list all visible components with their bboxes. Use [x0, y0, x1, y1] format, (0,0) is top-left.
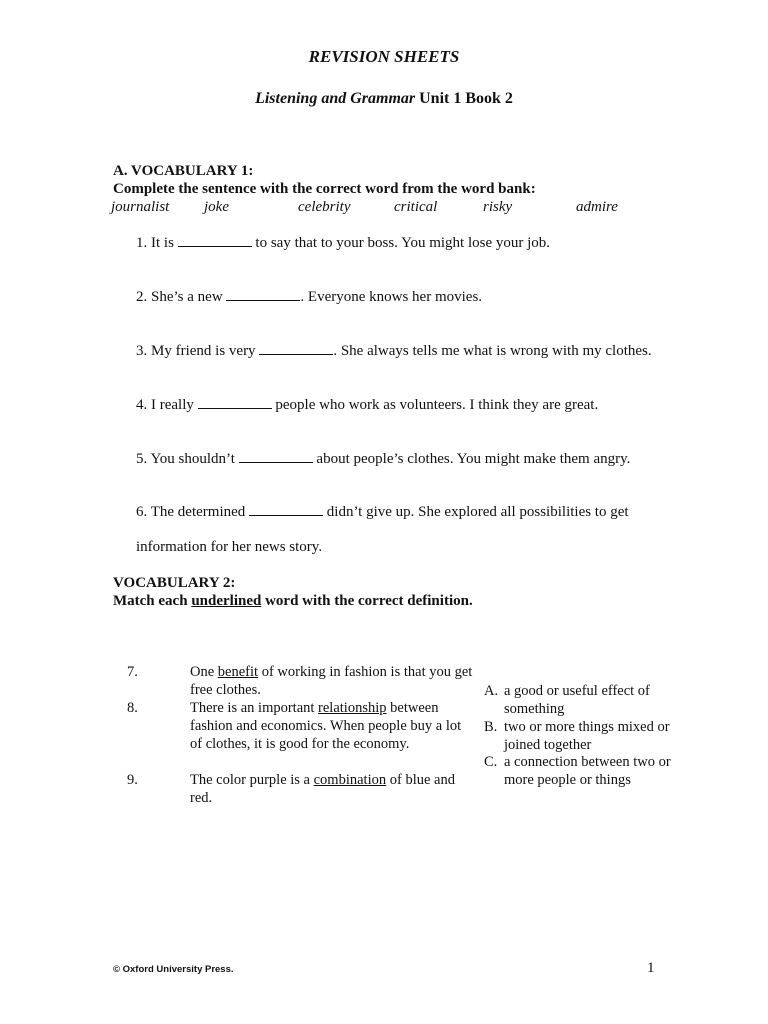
question-4: [136, 396, 598, 414]
page-number: 1: [647, 960, 655, 976]
word-bank-item: celebrity: [298, 199, 351, 215]
answer-blank[interactable]: [226, 288, 300, 301]
page-subtitle: [0, 90, 768, 108]
word-bank-item: journalist: [111, 199, 170, 215]
match-statement-9: [190, 771, 475, 807]
instruction-text: Match each: [113, 593, 192, 609]
vocab2-heading: VOCABULARY 2:: [113, 575, 236, 591]
question-text: 5. You shouldn’t: [136, 451, 239, 467]
copyright: © Oxford University Press.: [113, 964, 234, 975]
question-text: 3. My friend is very: [136, 343, 260, 359]
match-statement-8: [190, 699, 475, 753]
question-text: 2. She’s a new: [136, 289, 227, 305]
word-bank-item: risky: [483, 199, 513, 215]
statement-text: between fashion and economics. When people buy a lot of clothes, it is good for the economy.: [190, 700, 462, 752]
question-6: [136, 503, 629, 521]
vocab1-heading: A. VOCABULARY 1:: [113, 163, 254, 179]
match-statement-7: [190, 663, 475, 699]
question-text: people who work as volunteers. I think they are great.: [271, 397, 599, 413]
question-1: [136, 234, 550, 252]
answer-blank[interactable]: [198, 396, 272, 409]
item-number: 7.: [127, 664, 138, 680]
question-text: about people’s clothes. You might make them angry.: [312, 451, 631, 467]
statement-text: One: [190, 664, 218, 680]
question-6-continuation: information for her news story.: [136, 539, 323, 555]
instruction-text: word with the correct definition.: [261, 593, 473, 609]
answer-blank[interactable]: [259, 342, 333, 355]
question-text: 4. I really: [136, 397, 198, 413]
item-number: 8.: [127, 700, 138, 716]
subtitle-rest: Unit 1 Book 2: [419, 90, 513, 107]
page-title: REVISION SHEETS: [308, 47, 460, 66]
statement-text: of blue and red.: [190, 772, 455, 806]
definition-text: a connection between two or more people or things: [504, 754, 671, 788]
question-text: to say that to your boss. You might lose your job.: [251, 235, 551, 251]
item-number: 9.: [127, 772, 138, 788]
question-text: . She always tells me what is wrong with my clothes.: [333, 343, 652, 359]
answer-blank[interactable]: [178, 234, 252, 247]
word-bank-item: admire: [576, 199, 618, 215]
underlined-word: relationship: [318, 700, 387, 716]
question-text: didn’t give up. She explored all possibilities to get: [323, 504, 629, 520]
question-3: [136, 342, 652, 360]
word-bank-item: joke: [204, 199, 229, 215]
instruction-underlined: underlined: [191, 593, 262, 609]
vocab1-instruction: Complete the sentence with the correct word from the word bank:: [113, 181, 536, 197]
definition-letter: C.: [484, 754, 498, 770]
definition-text: two or more things mixed or joined together: [504, 719, 670, 753]
underlined-word: benefit: [217, 664, 259, 680]
definition-letter: A.: [484, 683, 499, 699]
subtitle-italic: Listening and Grammar: [255, 90, 416, 107]
statement-text: There is an important: [190, 700, 319, 716]
question-5: [136, 450, 630, 468]
definition-letter: B.: [484, 719, 498, 735]
question-text: . Everyone knows her movies.: [300, 289, 483, 305]
question-text: 6. The determined: [136, 504, 250, 520]
statement-text: of working in fashion is that you get free clothes.: [190, 664, 473, 698]
word-bank-item: critical: [394, 199, 438, 215]
definition-text: a good or useful effect of something: [504, 683, 650, 717]
statement-text: The color purple is a: [190, 772, 314, 788]
question-text: 1. It is: [136, 235, 178, 251]
answer-blank[interactable]: [239, 450, 313, 463]
question-2: [136, 288, 482, 306]
answer-blank[interactable]: [249, 503, 323, 516]
underlined-word: combination: [313, 772, 387, 788]
vocab2-instruction: [113, 593, 473, 610]
